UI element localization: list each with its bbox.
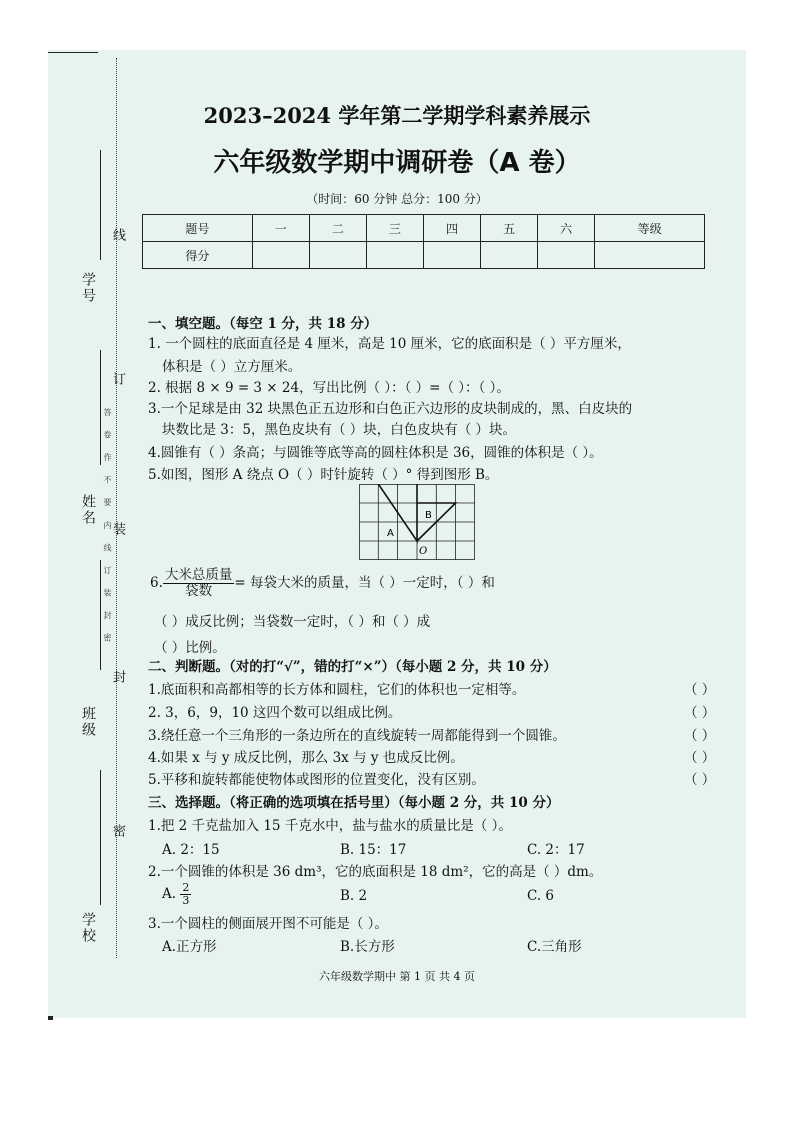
question-1-1b: 体积是（ ）立方厘米。: [162, 359, 302, 375]
score-entry-cell[interactable]: [309, 242, 366, 269]
question-1-6b: （ ）成反比例；当袋数一定时，（ ）和（ ）成: [154, 614, 431, 630]
score-cell: 题号: [143, 215, 253, 242]
choice-1-option-c[interactable]: C. 2：17: [527, 842, 585, 858]
label-mi: 密: [110, 824, 125, 839]
choice-2-a-numerator: 2: [182, 881, 190, 894]
page-footer: 六年级数学期中 第 1 页 共 4 页: [319, 970, 475, 983]
score-cell: 四: [423, 215, 480, 242]
exam-title-line1: 2023–2024 学年第二学期学科素养展示: [203, 103, 591, 128]
question-1-2: 2. 根据 8 × 9 = 3 × 24，写出比例（ ）：（ ）=（ ）：（ ）。: [148, 380, 510, 396]
question-1-5: 5.如图，图形 A 绕点 O（ ）时针旋转（ ）° 得到图形 B。: [148, 467, 499, 483]
choice-question-3: 3.一个圆柱的侧面展开图不可能是（ ）。: [148, 916, 388, 932]
label-xuehao: 学号: [80, 272, 96, 304]
label-xingming: 姓名: [80, 494, 96, 526]
judge-item-5: 5.平移和旋转都能使物体或图形的位置变化，没有区别。: [148, 772, 485, 788]
choice-2-option-a-fraction: [180, 882, 191, 907]
score-cell: 一: [252, 215, 309, 242]
judge-item-3: 3.绕任意一个三角形的一条边所在的直线旋转一周都能得到一个圆锥。: [148, 728, 566, 744]
question-1-4: 4.圆锥有（ ）条高；与圆锥等底等高的圆柱体积是 36，圆锥的体积是（ ）。: [148, 445, 603, 461]
q6-text-a: = 每袋大米的质量，当（ ）一定时，（ ）和: [234, 574, 495, 591]
xingming-line: [100, 350, 101, 465]
label-banji: 班级: [80, 706, 96, 738]
q6-prefix: 6.: [150, 574, 163, 591]
judge-answer-4[interactable]: （ ）: [684, 750, 716, 766]
choice-2-option-a[interactable]: [162, 882, 191, 907]
judge-item-4: 4.如果 x 与 y 成反比例，那么 3x 与 y 也成反比例。: [148, 750, 464, 766]
score-cell: 二: [309, 215, 366, 242]
choice-question-2: 2.一个圆锥的体积是 36 dm³，它的底面积是 18 dm²，它的高是（ ）dm。: [148, 864, 603, 880]
section3-heading: 三、选择题。（将正确的选项填在括号里）（每小题 2 分，共 10 分）: [148, 795, 560, 811]
label-ding: 订: [110, 372, 125, 387]
score-entry-cell[interactable]: [481, 242, 538, 269]
corner-line: [48, 52, 98, 53]
score-entry-cell[interactable]: [366, 242, 423, 269]
label-xian: 线: [110, 228, 125, 243]
figure-label-b: B: [425, 510, 432, 521]
judge-answer-2[interactable]: （ ）: [684, 705, 716, 721]
choice-2-a-denominator: 3: [182, 894, 190, 908]
score-cell: 六: [538, 215, 595, 242]
score-cell: 三: [366, 215, 423, 242]
score-table: [142, 214, 705, 269]
choice-2-option-b[interactable]: B. 2: [340, 888, 368, 904]
section2-heading: 二、判断题。（对的打“√”，错的打“×”）（每小题 2 分，共 10 分）: [148, 659, 557, 675]
q6-denominator: 袋数: [185, 582, 213, 599]
judge-item-2: 2. 3，6，9，10 这四个数可以组成比例。: [148, 705, 402, 721]
q6-numerator: 大米总质量: [164, 567, 233, 583]
judge-answer-3[interactable]: （ ）: [684, 728, 716, 744]
question-1-3a: 3.一个足球是由 32 块黑色正五边形和白色正六边形的皮块制成的，黑、白皮块的: [148, 401, 633, 417]
score-entry-cell[interactable]: [595, 242, 705, 269]
score-cell: 五: [481, 215, 538, 242]
exam-meta: （时间：60 分钟 总分：100 分）: [306, 192, 488, 206]
label-feng: 封: [110, 670, 125, 685]
banji-line: [100, 560, 101, 670]
judge-item-1: 1.底面积和高都相等的长方体和圆柱，它们的体积也一定相等。: [148, 682, 526, 698]
score-entry-cell[interactable]: [538, 242, 595, 269]
q6-fraction: [163, 568, 235, 599]
choice-2-option-c[interactable]: C. 6: [527, 888, 555, 904]
section1-heading: 一、填空题。（每空 1 分，共 18 分）: [148, 316, 378, 332]
question-1-3b: 块数比是 3：5，黑色皮块有（ ）块，白色皮块有（ ）块。: [162, 422, 517, 438]
label-xuexiao: 学校: [80, 912, 96, 944]
rotation-figure: [359, 484, 475, 560]
score-cell: 等级: [595, 215, 705, 242]
judge-answer-1[interactable]: （ ）: [684, 682, 716, 698]
exam-title-line2: 六年级数学期中调研卷（A 卷）: [213, 148, 581, 178]
score-table-header-row: [143, 215, 705, 242]
margin-small-text: 答 卷 作 不 要 内 线 订 装 封 密: [103, 408, 112, 648]
choice-3-option-c[interactable]: C.三角形: [527, 939, 582, 955]
scan-mark: [48, 1016, 53, 1020]
figure-label-o: O: [419, 546, 428, 557]
score-entry-cell[interactable]: [252, 242, 309, 269]
choice-1-option-a[interactable]: A. 2：15: [162, 842, 220, 858]
choice-1-option-b[interactable]: B. 15：17: [340, 842, 407, 858]
figure-label-a: A: [387, 528, 394, 539]
judge-answer-5[interactable]: （ ）: [684, 772, 716, 788]
xuexiao-line: [100, 770, 101, 905]
question-1-6c: （ ）比例。: [154, 640, 226, 656]
choice-3-option-b[interactable]: B.长方形: [340, 939, 395, 955]
label-zhuang: 装: [110, 522, 125, 537]
choice-3-option-a[interactable]: A.正方形: [162, 939, 217, 955]
score-cell: 得分: [143, 242, 253, 269]
question-1-6a-row: [150, 568, 495, 599]
score-table-score-row: [143, 242, 705, 269]
choice-question-1: 1.把 2 千克盐加入 15 千克水中，盐与盐水的质量比是（ ）。: [148, 818, 512, 834]
choice-2-option-a-prefix: A.: [162, 886, 177, 903]
question-1-1a: 1. 一个圆柱的底面直径是 4 厘米，高是 10 厘米，它的底面积是（ ）平方厘米，: [148, 336, 631, 352]
score-entry-cell[interactable]: [423, 242, 480, 269]
